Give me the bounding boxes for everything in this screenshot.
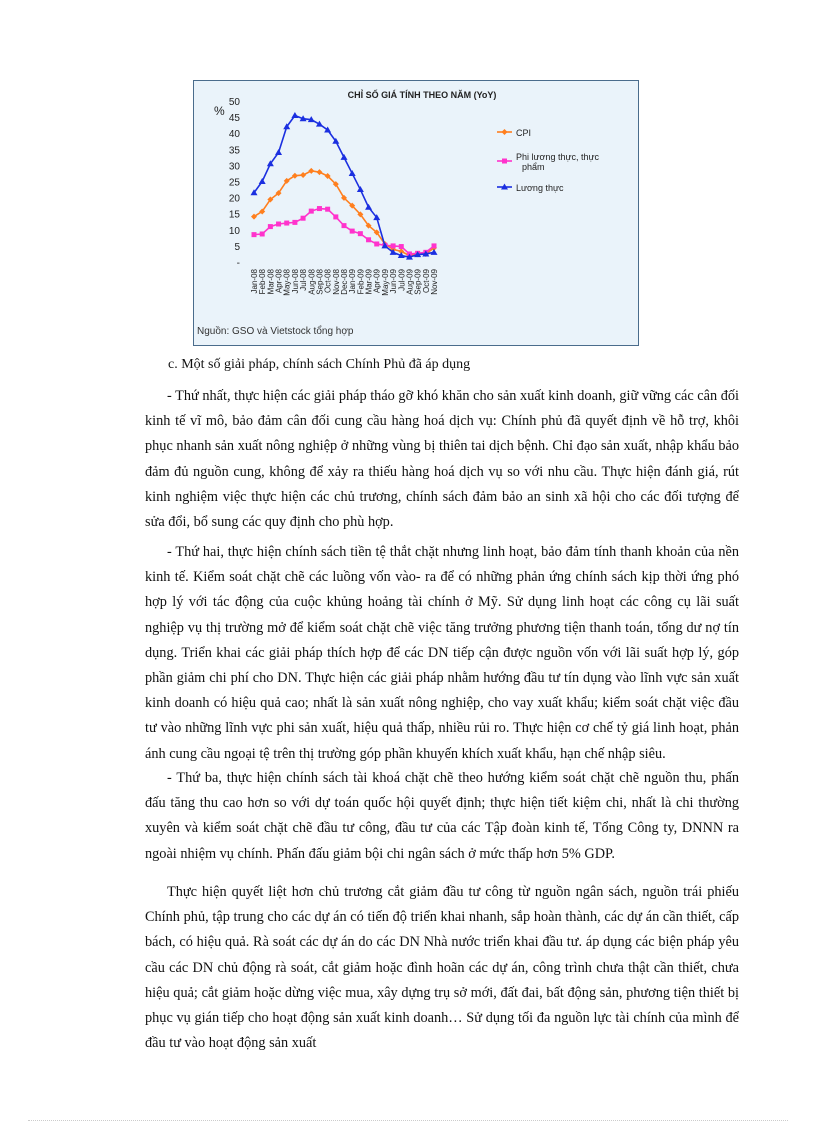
x-tick-label: May-09	[380, 269, 390, 296]
data-point	[284, 221, 289, 226]
y-tick-label: 25	[228, 177, 240, 189]
x-tick-label: Mar-08	[266, 269, 276, 295]
data-point	[292, 220, 297, 225]
page-footer-divider	[28, 1120, 788, 1121]
data-point	[357, 186, 364, 192]
x-tick-label: Nov-08	[331, 269, 341, 295]
data-point	[350, 229, 355, 234]
data-point	[374, 241, 379, 246]
x-tick-label: Nov-09	[430, 269, 439, 295]
y-tick-label: 40	[228, 129, 240, 141]
paragraph-2	[145, 540, 739, 767]
paragraph-4	[145, 880, 739, 1056]
chart-source: Nguồn: GSO và Vietstock tổng hợp	[197, 326, 354, 337]
x-tick-label: Jun-09	[389, 269, 399, 294]
data-point	[349, 170, 356, 176]
data-point	[391, 243, 396, 248]
chart-title: CHỈ SỐ GIÁ TÍNH THEO NĂM (YoY)	[347, 90, 497, 100]
y-tick-label: 50	[228, 97, 240, 108]
x-tick-label: Jun-08	[290, 269, 300, 294]
x-tick-label: Feb-08	[258, 269, 268, 295]
legend-label: CPI	[516, 128, 532, 138]
x-tick-label: Dec-08	[340, 269, 349, 295]
data-point	[325, 207, 330, 212]
legend-marker	[502, 129, 508, 135]
data-point	[252, 232, 257, 237]
data-point	[309, 209, 314, 214]
x-tick-label: Sep-09	[413, 269, 423, 295]
data-point	[341, 154, 348, 160]
data-point	[260, 231, 265, 236]
data-point	[358, 231, 363, 236]
y-tick-label: 10	[228, 225, 240, 237]
x-tick-label: Jan-08	[250, 269, 259, 294]
data-point	[276, 222, 281, 227]
chart-ylabel: %	[214, 104, 225, 118]
x-tick-label: Apr-08	[274, 269, 284, 294]
data-point	[301, 216, 306, 221]
data-point	[399, 244, 404, 249]
y-tick-label: 5	[234, 241, 240, 253]
x-tick-label: Oct-08	[323, 269, 333, 294]
data-point	[275, 149, 282, 155]
data-point	[342, 223, 347, 228]
x-tick-label: Jan-09	[348, 269, 358, 294]
x-tick-label: Sep-08	[315, 269, 325, 295]
y-tick-label: -	[236, 258, 240, 269]
x-tick-label: Aug-08	[307, 269, 317, 295]
data-point	[291, 112, 298, 118]
series-line-3	[254, 115, 434, 257]
x-tick-label: May-08	[282, 269, 292, 296]
chart-figure	[193, 80, 639, 346]
data-point	[300, 172, 306, 178]
y-tick-label: 15	[228, 209, 240, 221]
data-point	[365, 204, 372, 210]
data-point	[333, 214, 338, 219]
legend-label: Lương thực	[516, 183, 564, 193]
data-point	[316, 169, 322, 175]
line-chart	[194, 81, 640, 347]
x-tick-label: Aug-09	[405, 269, 415, 295]
x-tick-label: Oct-09	[421, 269, 431, 294]
paragraph-2-text: - Thứ hai, thực hiện chính sách tiền tệ thắt chặt nhưng linh hoạt, bảo đảm tính thanh khoản của nền kinh tế. Kiểm soát chặt chẽ các luồng vốn vào- ra để có những phản ứng chính sách kịp thời ứng phó hợp lý với tác động của cuộc khủng hoảng tài chính ở Mỹ. Sử dụng linh hoạt các công cụ lãi suất nghiệp vụ thị trường mở để kiểm soát chặt chẽ việc tăng trưởng phương tiện thanh toán, tổng dư nợ tín dụng. Triển khai các giải pháp thích hợp để các DN tiếp cận được nguồn vốn với lãi suất hợp lý, góp phần giảm chi phí cho DN. Thực hiện các giải pháp nhằm hướng đầu tư tín dụng vào lĩnh vực sản xuất kinh doanh có hiệu quả cao; nhất là sản xuất nông nghiệp, cho vay xuất khẩu; kiểm soát chặt việc đầu tư vào những lĩnh vực phi sản xuất, hiệu quả thấp, nhiều rủi ro. Thực hiện cơ chế tỷ giá linh hoạt, phản ánh cung cầu ngoại tệ trên thị trường góp phần khuyến khích xuất khẩu, hạn chế nhập siêu.	[145, 544, 739, 762]
data-point	[432, 243, 437, 248]
paragraph-4-text: Thực hiện quyết liệt hơn chủ trương cắt giảm đầu tư công từ nguồn ngân sách, nguồn trái phiếu Chính phủ, tập trung cho các dự án có tiến độ triển khai nhanh, sắp hoàn thành, các dự án cần thiết, cấp bách, có hiệu quả. Rà soát các dự án do các DN Nhà nước triển khai đầu tư. áp dụng các biện pháp yêu cầu các DN chủ động rà soát, cắt giảm hoặc đình hoãn các dự án, công trình chưa thật cần thiết, chưa hiệu quả; cắt giảm hoặc dừng việc mua, xây dựng trụ sở mới, đất đai, bất động sản, phương tiện thiết bị phục vụ gián tiếp cho hoạt động sản xuất kinh doanh… Sử dụng tối đa nguồn lực tài chính của mình để đầu tư vào hoạt động sản xuất	[145, 884, 739, 1052]
data-point	[317, 206, 322, 211]
data-point	[308, 168, 314, 174]
x-tick-label: Jul-09	[397, 269, 407, 291]
data-point	[366, 237, 371, 242]
section-heading: c. Một số giải pháp, chính sách Chính Phủ đã áp dụng	[168, 357, 471, 372]
paragraph-1	[145, 384, 739, 535]
paragraph-1-text: - Thứ nhất, thực hiện các giải pháp tháo gỡ khó khăn cho sản xuất kinh doanh, giữ vững các cân đối kinh tế vĩ mô, bảo đảm cân đối cung cầu hàng hoá dịch vụ: Chính phủ đã quyết định về hỗ trợ, khôi phục nhanh sản xuất nông nghiệp ở những vùng bị thiên tai dịch bệnh. Chỉ đạo sản xuất, nhập khẩu bảo đảm đủ nguồn cung, không để xảy ra thiếu hàng hoá dịch vụ so với nhu cầu. Thực hiện đánh giá, rút kinh nghiệm việc thực hiện các chủ trương, chính sách đảm bảo an sinh xã hội cho các đối tượng để sửa đổi, bổ sung các quy định cho phù hợp.	[145, 388, 739, 531]
paragraph-3	[145, 766, 739, 867]
y-tick-label: 20	[228, 193, 240, 205]
paragraph-3-text: - Thứ ba, thực hiện chính sách tài khoá chặt chẽ theo hướng kiểm soát chặt chẽ nguồn thu, phấn đấu tăng thu cao hơn so với dự toán quốc hội quyết định; thực hiện tiết kiệm chi, nhất là chi thường xuyên và kiểm soát chặt chẽ đầu tư công, đầu tư của các Tập đoàn kinh tế, Tổng Công ty, DNNN ra ngoài nhiệm vụ chính. Phấn đấu giảm bội chi ngân sách ở mức thấp hơn 5% GDP.	[145, 770, 739, 862]
series-line-1	[254, 171, 434, 256]
legend-marker	[502, 159, 507, 164]
series-line-2	[254, 209, 434, 254]
x-tick-label: Apr-09	[372, 269, 382, 294]
legend-label: Phi lương thực, thực phẩm	[516, 152, 600, 172]
data-point	[259, 178, 266, 184]
x-tick-label: Mar-09	[364, 269, 374, 295]
y-tick-label: 30	[228, 161, 240, 173]
data-point	[268, 224, 273, 229]
y-tick-label: 35	[228, 145, 240, 157]
x-tick-label: Feb-09	[356, 269, 366, 295]
x-tick-label: Jul-08	[299, 269, 309, 291]
y-tick-label: 45	[228, 113, 240, 125]
